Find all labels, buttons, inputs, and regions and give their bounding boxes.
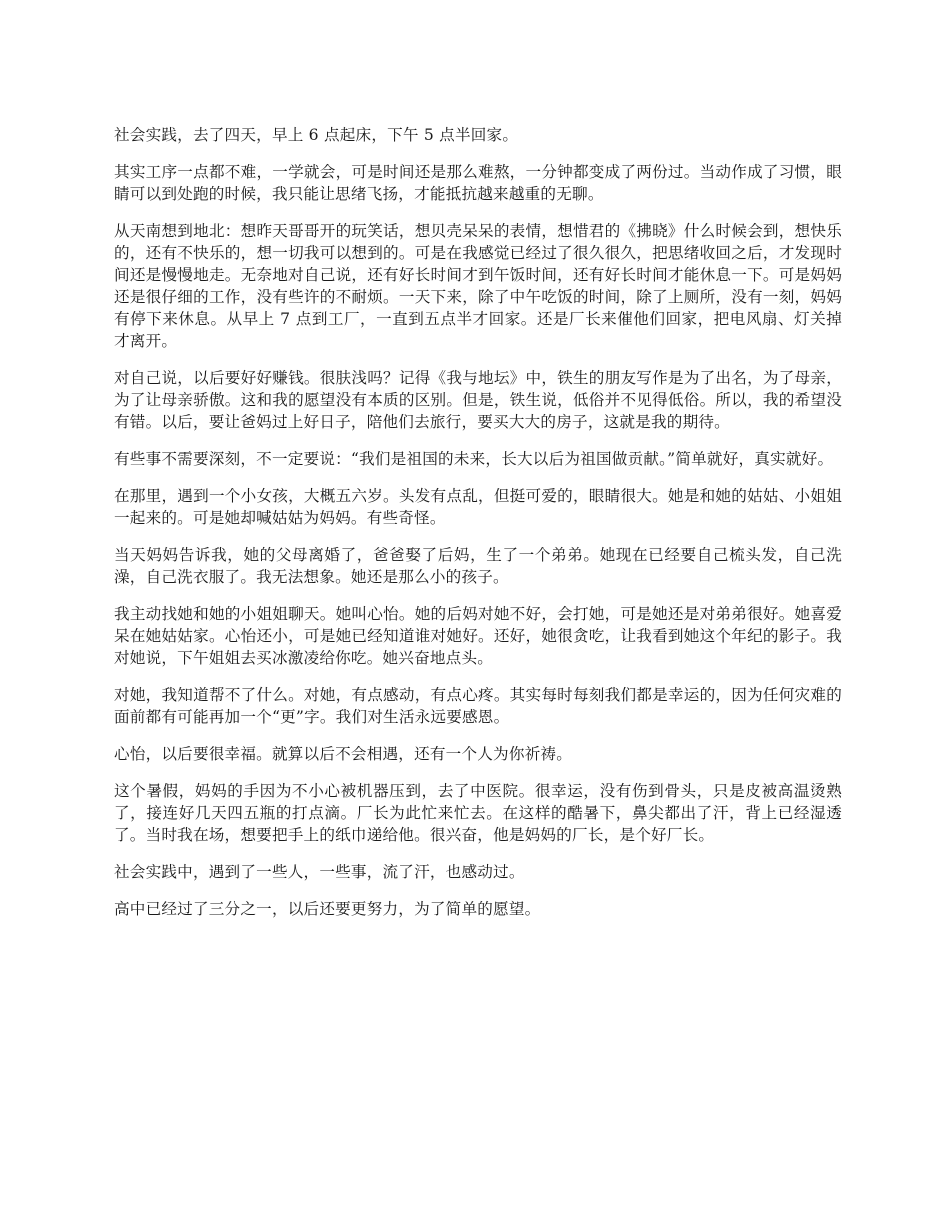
paragraph: 有些事不需要深刻，不一定要说：“我们是祖国的未来，长大以后为祖国做贡献。”简单就好，真实就好。: [114, 450, 834, 468]
document-body: [114, 124, 842, 935]
paragraph: 对自己说，以后要好好赚钱。很肤浅吗？记得《我与地坛》中，铁生的朋友写作是为了出名，为了母亲，为了让母亲骄傲。这和我的愿望没有本质的区别。但是，铁生说，低俗并不见得低俗。所以，我的希望没有错。以后，要让爸妈过上好日子，陪他们去旅行，要买大大的房子，这就是我的期待。: [114, 369, 842, 431]
paragraph: 社会实践中，遇到了一些人，一些事，流了汗，也感动过。: [114, 863, 525, 881]
paragraph: 我主动找她和她的小姐姐聊天。她叫心怡。她的后妈对她不好，会打她，可是她还是对弟弟很好。她喜爱呆在她姑姑家。心怡还小，可是她已经知道谁对她好。还好，她很贪吃，让我看到她这个年纪的影子。我对她说，下午姐姐去买冰激凌给你吃。她兴奋地点头。: [114, 605, 842, 667]
paragraph: 心怡，以后要很幸福。就算以后不会相遇，还有一个人为你祈祷。: [114, 745, 573, 763]
paragraph: 在那里，遇到一个小女孩，大概五六岁。头发有点乱，但挺可爱的，眼睛很大。她是和她的姑姑、小姐姐一起来的。可是她却喊姑姑为妈妈。有些奇怪。: [114, 487, 842, 527]
paragraph: 社会实践，去了四天，早上 6 点起床，下午 5 点半回家。: [114, 126, 519, 144]
paragraph: 这个暑假，妈妈的手因为不小心被机器压到，去了中医院。很幸运，没有伤到骨头，只是皮被高温烫熟了，接连好几天四五瓶的打点滴。厂长为此忙来忙去。在这样的酷暑下，鼻尖都出了汗，背上已经湿透了。当时我在场，想要把手上的纸巾递给他。很兴奋，他是妈妈的厂长，是个好厂长。: [114, 782, 842, 844]
paragraph: 对她，我知道帮不了什么。对她，有点感动，有点心疼。其实每时每刻我们都是幸运的，因为任何灾难的面前都有可能再加一个“更”字。我们对生活永远要感恩。: [114, 686, 842, 726]
paragraph: 高中已经过了三分之一，以后还要更努力，为了简单的愿望。: [114, 900, 541, 918]
paragraph: 其实工序一点都不难，一学就会，可是时间还是那么难熬，一分钟都变成了两份过。当动作成了习惯，眼睛可以到处跑的时候，我只能让思绪飞扬，才能抵抗越来越重的无聊。: [114, 163, 842, 203]
paragraph: 从天南想到地北：想昨天哥哥开的玩笑话，想贝壳呆呆的表情，想惜君的《拂晓》什么时候会到，想快乐的，还有不快乐的，想一切我可以想到的。可是在我感觉已经过了很久很久，把思绪收回之后，才发现时间还是慢慢地走。无奈地对自己说，还有好长时间才到午饭时间，还有好长时间才能休息一下。可是妈妈还是很仔细的工作，没有些许的不耐烦。一天下来，除了中午吃饭的时间，除了上厕所，没有一刻，妈妈有停下来休息。从早上 7 点到工厂，一直到五点半才回家。还是厂长来催他们回家，把电风扇、灯关掉才离开。: [114, 222, 842, 350]
paragraph: 当天妈妈告诉我，她的父母离婚了，爸爸娶了后妈，生了一个弟弟。她现在已经要自己梳头发，自己洗澡，自己洗衣服了。我无法想象。她还是那么小的孩子。: [114, 546, 842, 586]
